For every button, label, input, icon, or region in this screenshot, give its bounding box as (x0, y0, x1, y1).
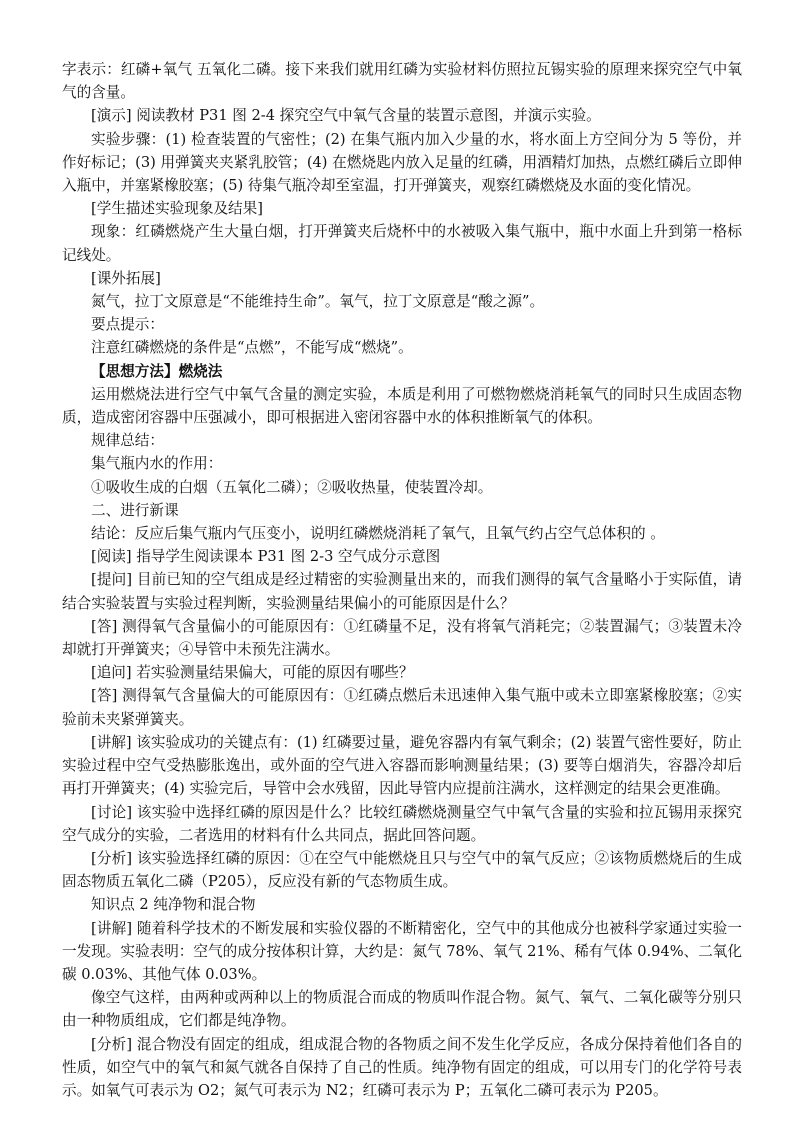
paragraph-6: [课外拓展] (91, 269, 161, 287)
paragraph-26: [讲解] 随着科学技术的不断发展和实验仪器的不断精密化，空气中的其他成分也被科学家通过实验一一发现。实验表明：空气的成分按体积计算，大约是：氮气 78%、氧气 21%、稀有气体 0.94%、二氧化碳 0.03%、其他气体 0.03%。 (62, 919, 742, 983)
paragraph-1: 字表示：红磷+氧气 五氧化二磷。接下来我们就用红磷为实验材料仿照拉瓦锡实验的原理来探究空气中氧气的含量。 (62, 61, 742, 102)
paragraph-27: 像空气这样，由两种或两种以上的物质混合而成的物质叫作混合物。氮气、氧气、二氧化碳等分别只由一种物质组成，它们都是纯净物。 (62, 989, 742, 1030)
paragraph-22: [讲解] 该实验成功的关键点有：(1) 红磷要过量，避免容器内有氧气剩余；(2) 装置气密性要好，防止实验过程中空气受热膨胀逸出，或外面的空气进入容器而影响测量结果；(3) 要等白烟消失，容器冷却后再打开弹簧夹；(4) 实验完后，导管中会水残留，因此导管内应提前注满水，这样测定的结果会更准确。 (62, 733, 742, 798)
paragraph-10: 【思想方法】燃烧法 (91, 362, 223, 380)
paragraph-7: 氮气，拉丁文原意是“不能维持生命”。氧气，拉丁文原意是“酸之源”。 (91, 293, 545, 311)
paragraph-28: [分析] 混合物没有固定的组成，组成混合物的各物质之间不发生化学反应，各成分保持着他们各自的性质，如空气中的氧气和氮气就各自保持了自己的性质。纯净物有固定的组成，可以用专门的化学符号表示。如氧气可表示为 O2；氮气可表示为 N2；红磷可表示为 P；五氧化二磷可表示为 P205。 (62, 1035, 742, 1099)
paragraph-16: 结论：反应后集气瓶内气压变小，说明红磷燃烧消耗了氧气，且氧气约占空气总体积的 。 (91, 525, 665, 543)
paragraph-11: 运用燃烧法进行空气中氧气含量的测定实验，本质是利用了可燃物燃烧消耗氧气的同时只生成固态物质，造成密闭容器中压强减小，即可根据进入密闭容器中水的体积推断氧气的体积。 (62, 385, 742, 427)
paragraph-21: [答] 测得氧气含量偏大的可能原因有：①红磷点燃后未迅速伸入集气瓶中或未立即塞紧橡胶塞；②实验前未夹紧弹簧夹。 (62, 687, 742, 728)
paragraph-12: 规律总结： (91, 432, 164, 450)
paragraph-20: [追问] 若实验测量结果偏大，可能的原因有哪些？ (91, 664, 414, 682)
paragraph-17: [阅读] 指导学生阅读课本 P31 图 2-3 空气成分示意图 (91, 548, 441, 566)
paragraph-14: ①吸收生成的白烟（五氧化二磷）；②吸收热量，使装置冷却。 (91, 478, 493, 496)
paragraph-19: [答] 测得氧气含量偏小的可能原因有：①红磷量不足，没有将氧气消耗完；②装置漏气；③装置未冷却就打开弹簧夹；④导管中未预先注满水。 (62, 617, 742, 659)
paragraph-15: 二、进行新课 (91, 501, 179, 519)
paragraph-23: [讨论] 该实验中选择红磷的原因是什么？比较红磷燃烧测量空气中氧气含量的实验和拉瓦锡用汞探究空气成分的实验，二者选用的材料有什么共同点，据此回答问题。 (62, 803, 742, 844)
paragraph-25: 知识点 2 纯净物和混合物 (91, 896, 256, 914)
paragraph-2: [演示] 阅读教材 P31 图 2-4 探究空气中氧气含量的装置示意图，并演示实验。 (91, 107, 601, 125)
paragraph-13: 集气瓶内水的作用： (91, 455, 223, 473)
paragraph-4: [学生描述实验现象及结果] (91, 200, 263, 218)
document-body (62, 58, 742, 1102)
paragraph-24: [分析] 该实验选择红磷的原因：①在空气中能燃烧且只与空气中的氧气反应；②该物质燃烧后的生成固态物质五氧化二磷（P205），反应没有新的气态物质生成。 (62, 849, 742, 891)
paragraph-5: 现象：红磷燃烧产生大量白烟，打开弹簧夹后烧杯中的水被吸入集气瓶中，瓶中水面上升到第一格标记线处。 (62, 223, 742, 264)
paragraph-18: [提问] 目前已知的空气组成是经过精密的实验测量出来的，而我们测得的氧气含量略小于实际值，请结合实验装置与实验过程判断，实验测量结果偏小的可能原因是什么？ (62, 571, 742, 612)
paragraph-3: 实验步骤：(1) 检查装置的气密性；(2) 在集气瓶内加入少量的水，将水面上方空间分为 5 等份，并作好标记；(3) 用弹簧夹夹紧乳胶管；(4) 在燃烧匙内放入足量的红磷，用酒精灯加热，点燃红磷后立即伸入瓶中，并塞紧橡胶塞；(5) 待集气瓶冷却至室温，打开弹簧夹，观察红磷燃烧及水面的变化情况。 (62, 130, 742, 195)
paragraph-8: 要点提示： (91, 316, 164, 334)
paragraph-9: 注意红磷燃烧的条件是“点燃”，不能写成“燃烧”。 (91, 339, 413, 357)
